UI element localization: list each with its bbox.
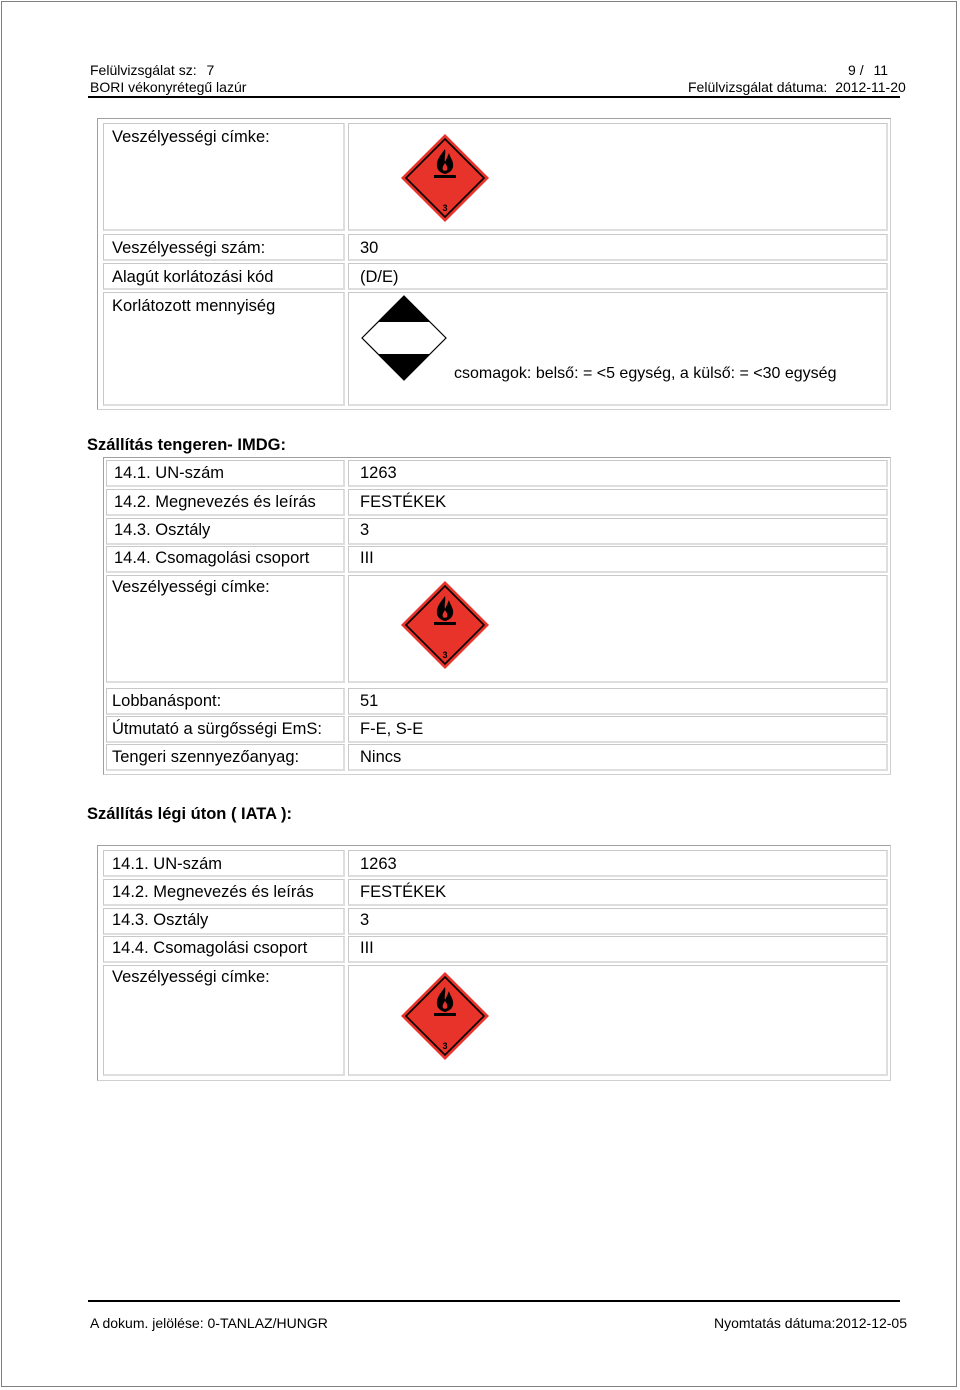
flash-point-value-cell	[348, 688, 888, 715]
revision-label: Felülvizsgálat sz:	[90, 62, 197, 78]
air-shipping-name-value: FESTÉKEK	[360, 883, 447, 901]
air-packing-group-label: 14.4. Csomagolási csoport	[112, 939, 308, 957]
page-separator: /	[859, 62, 864, 78]
revision-date-label: Felülvizsgálat dátuma:	[688, 79, 828, 95]
flammable-liquid-hazard-icon	[400, 133, 490, 223]
air-class-value: 3	[360, 911, 370, 929]
flash-point-label: Lobbanáspont:	[112, 692, 222, 710]
air-shipping-name-label: 14.2. Megnevezés és leírás	[112, 883, 314, 901]
danger-number-value-cell	[348, 234, 888, 261]
sea-row-3-value-cell	[348, 518, 888, 545]
flash-point-value: 51	[360, 692, 379, 710]
ems-value-cell	[348, 716, 888, 743]
page-number	[848, 62, 888, 79]
sea-transport-heading: Szállítás tengeren- IMDG:	[87, 436, 286, 454]
air-hazard-class-number: 3	[442, 1041, 448, 1051]
revision-date: 2012-11-20	[835, 79, 906, 95]
marine-pollutant-value: Nincs	[360, 748, 402, 766]
revision-date-line	[688, 79, 906, 96]
sea-un-number-value: 1263	[360, 464, 397, 482]
sea-shipping-name-value: FESTÉKEK	[360, 493, 447, 511]
air-row-4-value-cell	[348, 936, 888, 963]
revision-number-line	[90, 62, 214, 79]
limited-quantity-label: Korlátozott mennyiség	[112, 297, 276, 315]
header-rule	[88, 96, 900, 98]
revision-number: 7	[206, 62, 215, 78]
sea-hazard-label-caption: Veszélyességi címke:	[112, 578, 270, 596]
print-date: Nyomtatás dátuma:2012-12-05	[714, 1315, 907, 1331]
limited-quantity-note: csomagok: belső: = <5 egység, a külső: = <30 egység	[454, 365, 837, 382]
ems-label: Útmutató a sürgősségi EmS:	[112, 720, 323, 738]
marine-pollutant-label: Tengeri szennyezőanyag:	[112, 748, 300, 766]
air-packing-group-value: III	[360, 939, 374, 957]
road-hazard-class-number: 3	[442, 203, 448, 213]
air-flammable-liquid-hazard-icon	[400, 971, 490, 1061]
sea-shipping-name-label: 14.2. Megnevezés és leírás	[114, 493, 316, 511]
page-total: 11	[873, 62, 889, 78]
tunnel-code-value-cell	[348, 263, 888, 290]
sea-class-label: 14.3. Osztály	[114, 521, 211, 539]
sea-class-value: 3	[360, 521, 370, 539]
air-transport-heading: Szállítás légi úton ( IATA ):	[87, 805, 293, 823]
product-name: BORI vékonyrétegű lazúr	[90, 79, 247, 95]
footer-rule	[88, 1300, 900, 1302]
sea-un-number-label: 14.1. UN-szám	[114, 464, 225, 482]
sea-flammable-liquid-hazard-icon	[400, 580, 490, 670]
air-un-number-label: 14.1. UN-szám	[112, 855, 223, 873]
sea-packing-group-label: 14.4. Csomagolási csoport	[114, 549, 310, 567]
ems-value: F-E, S-E	[360, 720, 424, 738]
sea-packing-group-value: III	[360, 549, 374, 567]
road-hazard-label-caption: Veszélyességi címke:	[112, 128, 270, 146]
tunnel-code-label: Alagút korlátozási kód	[112, 268, 274, 286]
danger-number-value: 30	[360, 239, 379, 257]
air-row-3-value-cell	[348, 908, 888, 935]
sea-row-4-value-cell	[348, 546, 888, 573]
sea-row-1-value-cell	[348, 460, 888, 487]
danger-number-label: Veszélyességi szám:	[112, 239, 266, 257]
tunnel-code-value: (D/E)	[360, 268, 399, 286]
air-class-label: 14.3. Osztály	[112, 911, 209, 929]
limited-quantity-mark-icon	[360, 294, 448, 382]
page-current: 9	[848, 62, 856, 78]
marine-pollutant-value-cell	[348, 744, 888, 771]
document-id: A dokum. jelölése: 0-TANLAZ/HUNGR	[90, 1315, 328, 1331]
air-un-number-value: 1263	[360, 855, 397, 873]
sea-hazard-class-number: 3	[442, 650, 448, 660]
air-row-1-value-cell	[348, 850, 888, 877]
air-hazard-label-caption: Veszélyességi címke:	[112, 968, 270, 986]
